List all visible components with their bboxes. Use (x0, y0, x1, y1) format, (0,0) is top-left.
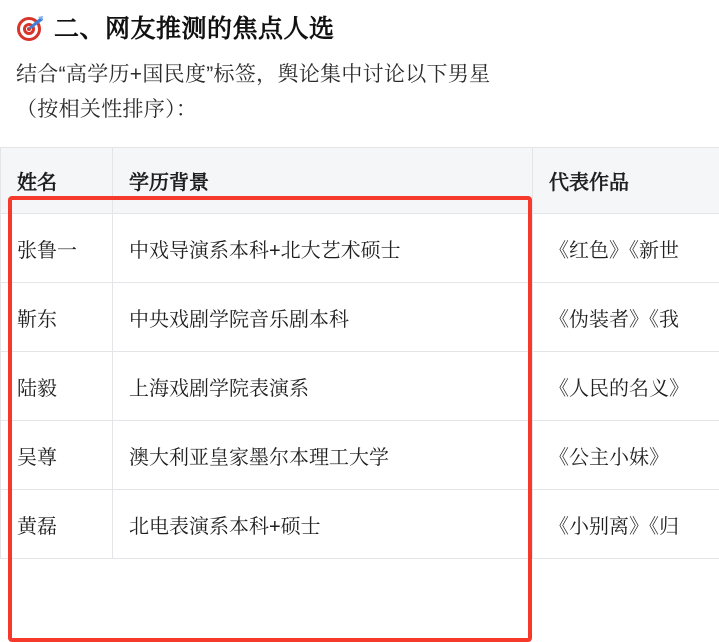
intro-line-1: 结合“高学历+国民度”标签，舆论集中讨论以下男星 (16, 63, 490, 86)
page-title: 二、网友推测的焦点人选 (54, 14, 335, 44)
cell-name: 张鲁一 (1, 214, 113, 283)
cell-education: 中央戏剧学院音乐剧本科 (113, 283, 533, 352)
table-header-row (1, 148, 719, 214)
candidates-table (0, 147, 719, 559)
cell-education: 北电表演系本科+硕士 (113, 490, 533, 559)
table-row (1, 214, 719, 283)
target-dart-icon (16, 14, 46, 44)
cell-education: 澳大利亚皇家墨尔本理工大学 (113, 421, 533, 490)
table-row (1, 490, 719, 559)
column-header-name: 姓名 (1, 148, 113, 214)
cell-name: 陆毅 (1, 352, 113, 421)
table-row (1, 421, 719, 490)
intro-line-2: （按相关性排序）： (16, 93, 703, 128)
column-header-works: 代表作品 (533, 148, 719, 214)
table-row (1, 283, 719, 352)
cell-name: 黄磊 (1, 490, 113, 559)
cell-works: 《小别离》《归 (533, 490, 719, 559)
cell-name: 吴尊 (1, 421, 113, 490)
cell-education: 上海戏剧学院表演系 (113, 352, 533, 421)
table-row (1, 352, 719, 421)
candidates-table-container (0, 147, 719, 559)
cell-name: 靳东 (1, 283, 113, 352)
column-header-education: 学历背景 (113, 148, 533, 214)
cell-works: 《伪装者》《我 (533, 283, 719, 352)
cell-works: 《人民的名义》 (533, 352, 719, 421)
intro-paragraph (0, 58, 719, 127)
cell-works: 《红色》《新世 (533, 214, 719, 283)
cell-works: 《公主小妹》 (533, 421, 719, 490)
section-heading (0, 14, 719, 44)
cell-education: 中戏导演系本科+北大艺术硕士 (113, 214, 533, 283)
